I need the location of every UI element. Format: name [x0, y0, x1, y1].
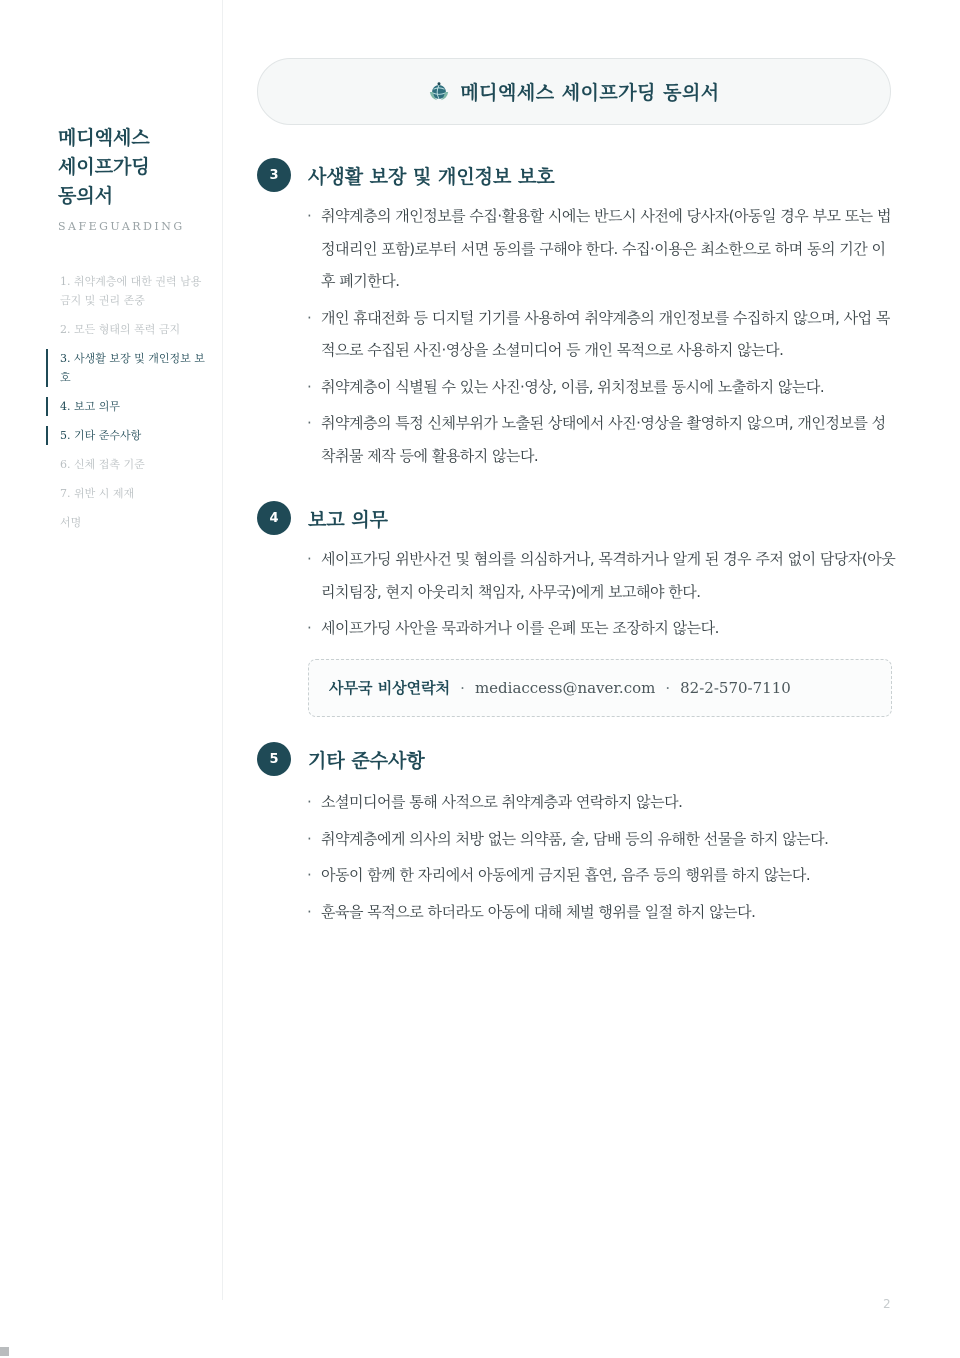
brand-line: 세이프가딩 — [58, 156, 150, 178]
sidebar-brand — [58, 124, 208, 211]
list-item: · 개인 휴대전화 등 디지털 기기를 사용하여 취약계층의 개인정보를 수집하지 않으며, 사업 목적으로 수집된 사진·영상을 소셜미디어 등 개인 목적으로 사용하지 않는다. — [305, 302, 897, 367]
emergency-contact-box — [308, 659, 892, 717]
corner-marker — [0, 1347, 9, 1356]
list-item: · 훈육을 목적으로 하더라도 아동에 대해 체벌 행위를 일절 하지 않는다. — [305, 896, 897, 929]
toc-item-5[interactable]: 5. 기타 준수사항 — [46, 426, 206, 445]
section-reporting — [257, 500, 897, 717]
list-item: · 아동이 함께 한 자리에서 아동에게 금지된 흡연, 음주 등의 행위를 하지 않는다. — [305, 859, 897, 892]
section-title: 기타 준수사항 — [308, 749, 425, 772]
section-other-rules — [257, 741, 897, 928]
toc-item-3[interactable]: 3. 사생활 보장 및 개인정보 보호 — [46, 349, 206, 387]
list-item: · 취약계층이 식별될 수 있는 사진·영상, 이름, 위치정보를 동시에 노출하지 않는다. — [305, 371, 897, 404]
toc-item-2[interactable]: 2. 모든 형태의 폭력 금지 — [60, 323, 181, 336]
list-item: · 세이프가딩 위반사건 및 혐의를 의심하거나, 목격하거나 알게 된 경우 주저 없이 담당자(아웃리치팀장, 현지 아웃리치 책임자, 사무국)에게 보고해야 한다. — [305, 543, 897, 608]
section-number-badge: 3 — [257, 158, 291, 192]
list-item: · 취약계층의 특정 신체부위가 노출된 상태에서 사진·영상을 촬영하지 않으며, 개인정보를 성 착취물 제작 등에 활용하지 않는다. — [305, 407, 897, 472]
table-of-contents — [46, 272, 206, 542]
document-title: 메디엑세스 세이프가딩 동의서 — [460, 82, 720, 104]
globe-hands-icon — [428, 81, 450, 103]
contact-label: 사무국 비상연락처 — [329, 679, 451, 697]
separator-dot: · — [460, 678, 465, 697]
section-number-badge: 5 — [257, 742, 291, 776]
toc-item-signature[interactable]: 서명 — [60, 516, 82, 529]
list-item: · 취약계층에게 의사의 처방 없는 의약품, 술, 담배 등의 유해한 선물을 하지 않는다. — [305, 823, 897, 856]
sidebar — [0, 0, 223, 1300]
document-header — [257, 58, 891, 125]
toc-item-7[interactable]: 7. 위반 시 제재 — [60, 487, 135, 500]
contact-email-link[interactable]: mediaccess@naver.com — [474, 678, 656, 697]
sidebar-subtitle: SAFEGUARDING — [58, 220, 185, 233]
list-item: · 취약계층의 개인정보를 수집·활용할 시에는 반드시 사전에 당사자(아동일 경우 부모 또는 법정대리인 포함)로부터 서면 동의를 구해야 한다. 수집·이용은 최소한으로 하며 동의 기간 이후 폐기한다. — [305, 200, 897, 298]
toc-item-4[interactable]: 4. 보고 의무 — [46, 397, 206, 416]
contact-phone[interactable]: 82-2-570-7110 — [680, 678, 791, 697]
brand-line: 메디엑세스 — [58, 127, 150, 149]
toc-item-6[interactable]: 6. 신체 접촉 기준 — [60, 458, 145, 471]
section-title: 보고 의무 — [308, 508, 389, 531]
toc-item-1[interactable]: 1. 취약계층에 대한 권력 남용 금지 및 권리 존중 — [60, 275, 202, 307]
brand-line: 동의서 — [58, 185, 114, 207]
list-item: · 소셜미디어를 통해 사적으로 취약계층과 연락하지 않는다. — [305, 786, 897, 819]
separator-dot: · — [665, 678, 671, 697]
section-number-badge: 4 — [257, 501, 291, 535]
list-item: · 세이프가딩 사안을 묵과하거나 이를 은폐 또는 조장하지 않는다. — [305, 612, 897, 645]
section-privacy — [257, 157, 897, 472]
page-number: 2 — [883, 1297, 891, 1311]
section-title: 사생활 보장 및 개인정보 보호 — [308, 165, 555, 188]
